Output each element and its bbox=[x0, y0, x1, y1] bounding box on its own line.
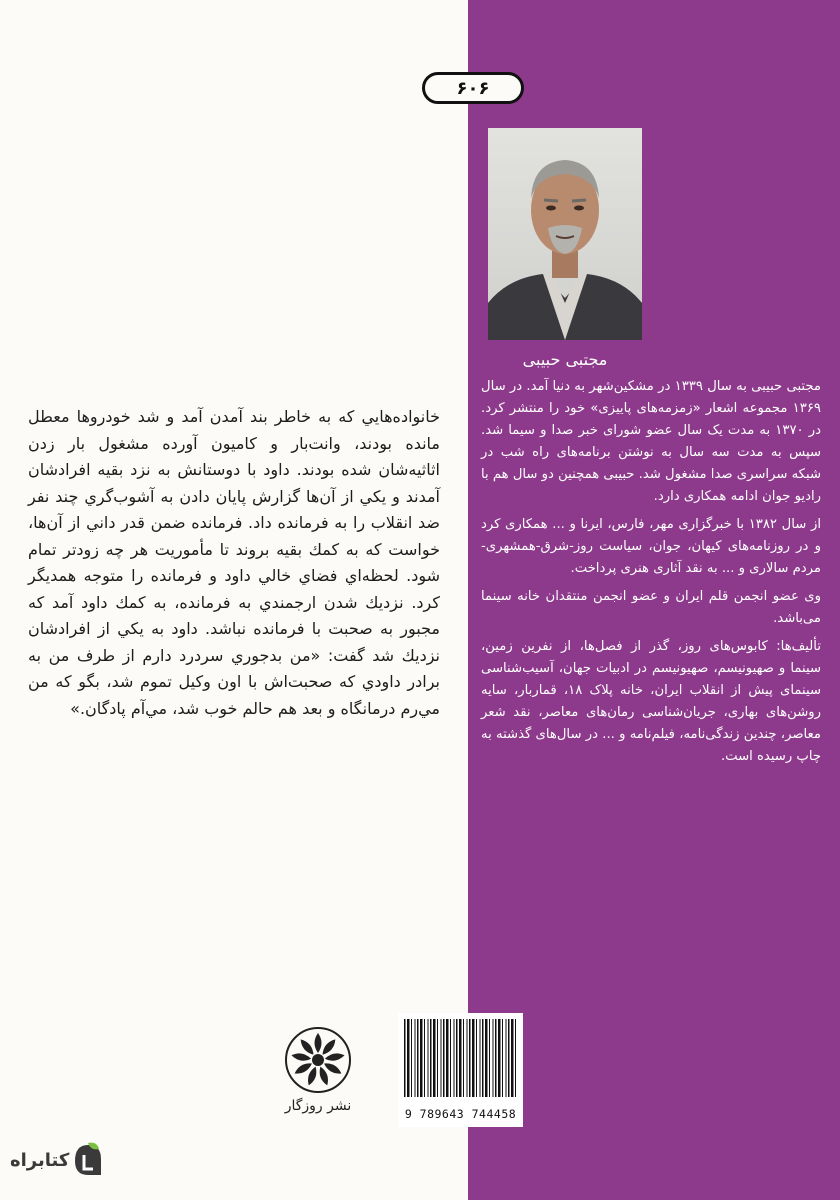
barcode-bars bbox=[404, 1019, 517, 1097]
publisher-name: نشر روزگار bbox=[284, 1098, 352, 1114]
book-excerpt: خانواده‌هايي كه به خاطر بند آمدن آمد و شد خودروها معطل مانده بودند، وانت‌بار و كاميون آورده مشغول بار زدن اثاثيه‌شان شده بودند. داود با دوستانش به نزد بقيه افرادشان آمدند و يكي از آن‌ها گزارش پايان دادن به آشوب‌گري چند نفر ضد انقلاب را به فرمانده داد. فرمانده ضمن قدر داني از آن‌ها، خواست كه به كمك بقيه بروند تا مأموريت هر چه زودتر تمام شود. لحظه‌اي فضاي خالي داود و فرمانده را متوجه همديگر كرد. نزديك شدن ارجمندي به فرمانده، به كمك داود آمد كه مجبور به صحبت با فرمانده نباشد. داود به يكي از افرادشان نزديك شد گفت: «من بدجوري سردرد دارم از طرف من به برادر داودي كه صحبت‌اش با اون وكيل تموم شد، بگو كه من مي‌رم درمانگاه و بعد هم حالم خوب شد، مي‌آم پادگان.» bbox=[28, 407, 440, 718]
publisher-logo-icon bbox=[283, 1025, 353, 1095]
bio-paragraph: وی عضو انجمن قلم ایران و عضو انجمن منتقدان خانه سینما می‌باشد. bbox=[481, 589, 821, 626]
bio-paragraph: تألیف‌ها: کابوس‌های روز، گذر از فصل‌ها، از نفرین زمین، سینما و صهیونیسم، صهیونیسم در ادبیات جهان، آسیب‌شناسی سینمای پیش از انقلاب ایران، خانه پلاک ۱۸، قماربار، سایه روشن‌های بهاری، جریان‌شناسی رمان‌های معاصر، نقد شعر معاصر، چندین زندگی‌نامه، فیلم‌نامه و ... در سال‌های گذشته به چاپ رسیده است. bbox=[481, 639, 821, 764]
ketabrah-text: کتابراه bbox=[10, 1149, 70, 1171]
author-photo bbox=[488, 128, 642, 340]
bio-paragraph: از سال ۱۳۸۲ با خبرگزاری مهر، فارس، ایرنا و ... همکاری کرد و در روزنامه‌های کیهان، جوان، سیاست روز-شرق-همشهری-مردم سالاری و ... به نقد آثاری هنری پرداخت. bbox=[481, 517, 821, 576]
isbn-number: 9 789643 744458 bbox=[404, 1107, 517, 1121]
isbn-barcode bbox=[398, 1013, 523, 1127]
book-number-badge: ۶۰۶ bbox=[422, 72, 524, 104]
author-name: مجتبی حبیبی bbox=[522, 350, 608, 369]
bio-paragraph: مجتبی حبیبی به سال ۱۳۳۹ در مشکین‌شهر به دنیا آمد. در سال ۱۳۶۹ مجموعه اشعار «زمزمه‌های پاییزی» خود را منتشر کرد. در ۱۳۷۰ به مدت یک سال عضو شورای خبر صدا و سیما شد. سپس به مدت سه سال به نوشتن برنامه‌های راه شب در شبکه سراسری صدا مشغول شد. حبیبی همچنین دو سال هم با رادیو جوان ادامه همکاری دارد. bbox=[481, 379, 821, 504]
ketabrah-watermark bbox=[10, 1140, 105, 1180]
author-bio bbox=[481, 376, 821, 774]
ketabrah-logo-icon bbox=[71, 1141, 105, 1179]
